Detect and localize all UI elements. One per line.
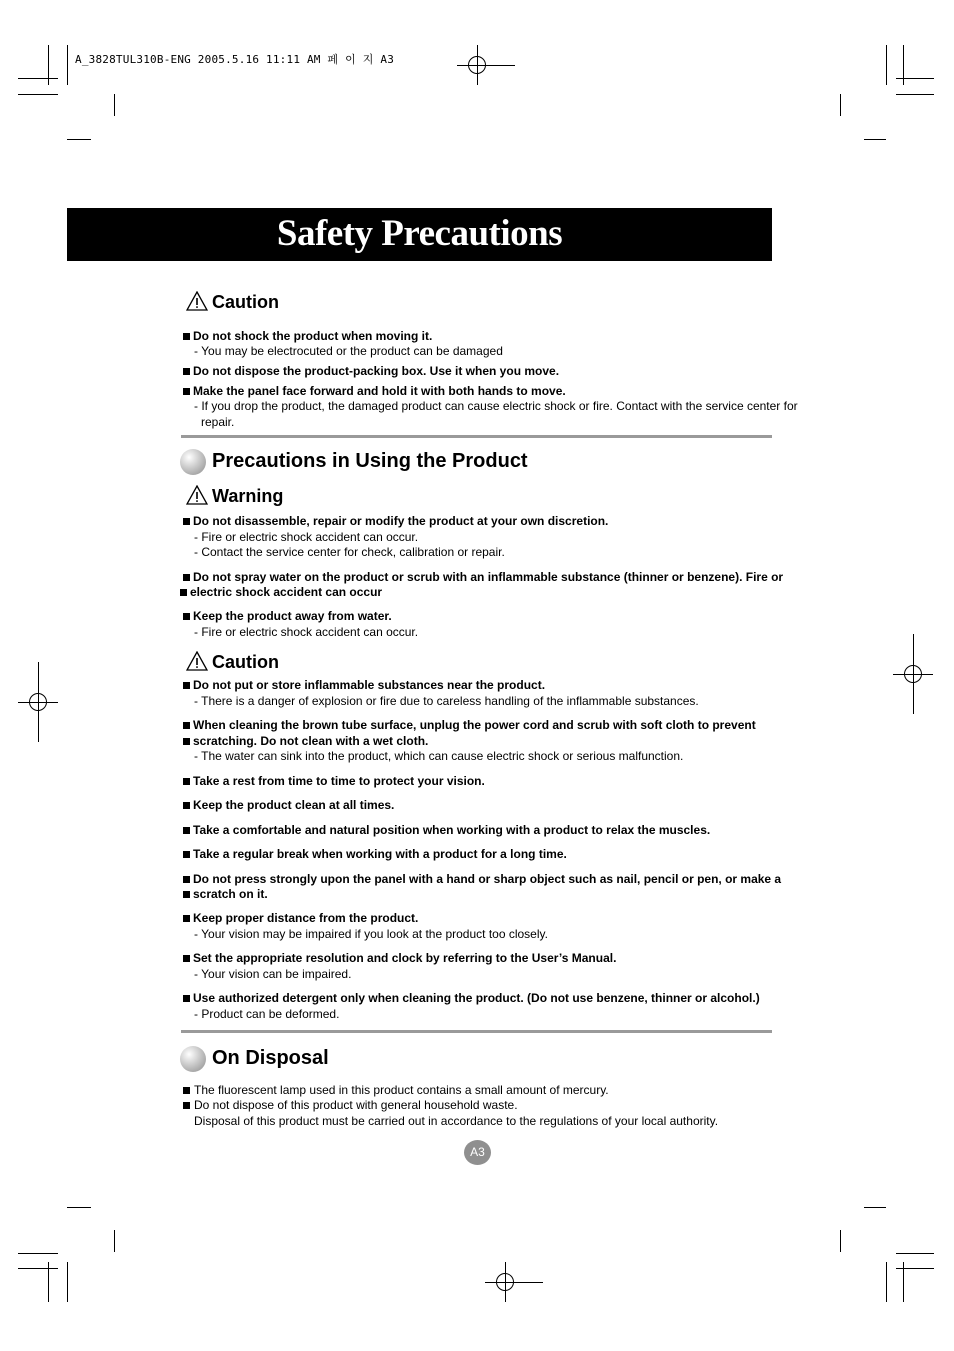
list-item-detail: - Your vision can be impaired.	[194, 967, 352, 981]
list-item-detail: - Contact the service center for check, calibration or repair.	[194, 545, 505, 559]
list-item: Do not dispose of this product with general household waste.	[194, 1098, 518, 1112]
list-item-detail: - Product can be deformed.	[194, 1007, 340, 1021]
section-ball-icon	[180, 449, 206, 475]
list-item-detail: - Fire or electric shock accident can occur.	[194, 530, 419, 544]
warning-triangle-icon	[186, 651, 208, 671]
list-item: Do not shock the product when moving it.	[193, 329, 433, 343]
list-item: Do not dispose the product-packing box. Use it when you move.	[193, 364, 560, 378]
list-item: Keep the product clean at all times.	[193, 798, 395, 812]
list-item-detail: - If you drop the product, the damaged product can cause electric shock or fire. Contact with the service center for	[194, 399, 798, 413]
section-divider	[181, 435, 772, 438]
section-heading-using: Precautions in Using the Product	[212, 450, 528, 472]
list-item: Make the panel face forward and hold it with both hands to move.	[193, 384, 566, 398]
list-item: Do not spray water on the product or scrub with an inflammable substance (thinner or benzene). Fire or	[193, 570, 784, 584]
list-item: Keep the product away from water.	[193, 609, 392, 623]
caution-heading-2: Caution	[186, 651, 279, 673]
list-item-detail: - The water can sink into the product, which can cause electric shock or serious malfunction.	[194, 749, 684, 763]
caution-heading: Caution	[186, 291, 279, 313]
list-item: Take a regular break when working with a product for a long time.	[193, 847, 567, 861]
warning-heading: Warning	[186, 485, 283, 507]
warning-triangle-icon	[186, 291, 208, 311]
list-item: Do not disassemble, repair or modify the product at your own discretion.	[193, 514, 609, 528]
list-item-detail: - Fire or electric shock accident can occur.	[194, 625, 419, 639]
list-item: Do not put or store inflammable substances near the product.	[193, 678, 546, 692]
list-item-detail: - Your vision may be impaired if you look at the product too closely.	[194, 927, 548, 941]
list-item-detail: repair.	[201, 415, 235, 429]
list-item: Use authorized detergent only when cleaning the product. (Do not use benzene, thinner or alcohol.)	[193, 991, 760, 1005]
list-item-continued: scratch on it.	[193, 887, 268, 901]
list-item: Take a rest from time to time to protect your vision.	[193, 774, 485, 788]
section-heading-disposal: On Disposal	[212, 1047, 329, 1069]
list-item-detail: - There is a danger of explosion or fire due to careless handling of the inflammable substances.	[194, 694, 699, 708]
list-item: Keep proper distance from the product.	[193, 911, 419, 925]
list-item-continued: scratching. Do not clean with a wet cloth.	[193, 734, 429, 748]
section-divider	[181, 1030, 772, 1033]
warning-triangle-icon	[186, 485, 208, 505]
list-item-detail: - You may be electrocuted or the product can be damaged	[194, 344, 503, 358]
list-item: Do not press strongly upon the panel with a hand or sharp object such as nail, pencil or pen, or make a	[193, 872, 782, 886]
page-number: A3	[464, 1140, 491, 1165]
list-item: When cleaning the brown tube surface, unplug the power cord and scrub with soft cloth to prevent	[193, 718, 756, 732]
section-ball-icon	[180, 1046, 206, 1072]
list-item-detail: Disposal of this product must be carried out in accordance to the regulations of your local authority.	[194, 1114, 719, 1128]
list-item: Take a comfortable and natural position when working with a product to relax the muscles.	[193, 823, 711, 837]
list-item-continued: electric shock accident can occur	[190, 585, 383, 599]
list-item: Set the appropriate resolution and clock by referring to the User’s Manual.	[193, 951, 617, 965]
page-title: Safety Precautions	[67, 208, 772, 261]
list-item: The fluorescent lamp used in this product contains a small amount of mercury.	[194, 1083, 609, 1097]
print-slug: A_3828TUL310B-ENG 2005.5.16 11:11 AM 페 이 지 A3	[75, 53, 395, 66]
